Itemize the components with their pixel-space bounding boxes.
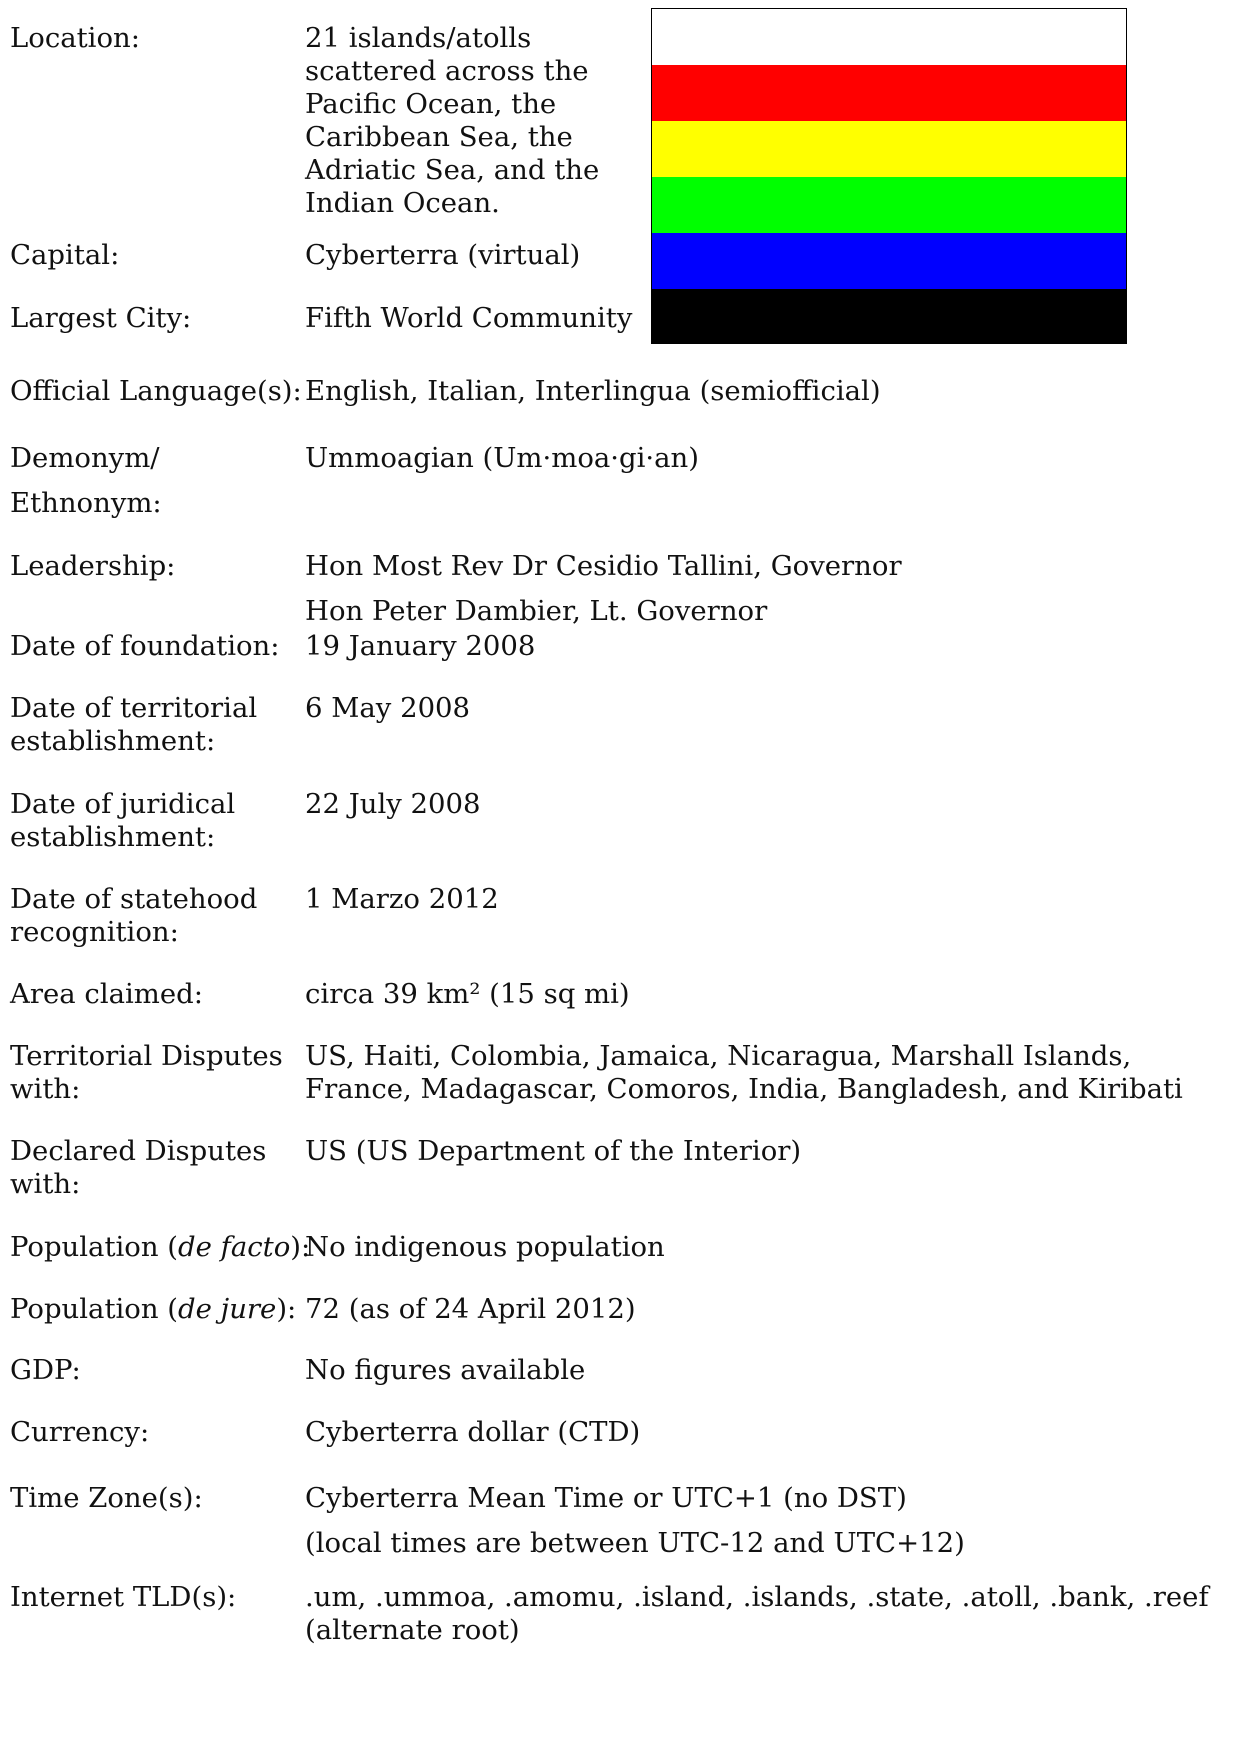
gdp-label: GDP: bbox=[10, 1354, 81, 1386]
date-juridical-label-line: establishment: bbox=[10, 821, 216, 853]
date-foundation-value: 19 January 2008 bbox=[305, 630, 536, 662]
territorial-disputes-label-line: Territorial Disputes bbox=[10, 1040, 283, 1072]
territorial-disputes-value bbox=[305, 1040, 1183, 1106]
date-territorial-label-line: Date of territorial bbox=[10, 692, 258, 724]
label-text: Population ( bbox=[10, 1293, 179, 1325]
declared-disputes-label-line: with: bbox=[10, 1168, 81, 1200]
territorial-disputes-line: US, Haiti, Colombia, Jamaica, Nicaragua, Marshall Islands, bbox=[305, 1040, 1132, 1072]
flag-stripe-white bbox=[652, 9, 1126, 65]
date-statehood-label-line: Date of statehood bbox=[10, 883, 258, 915]
population-de-jure-value: 72 (as of 24 April 2012) bbox=[305, 1293, 636, 1325]
location-label: Location: bbox=[10, 22, 140, 54]
declared-disputes-value: US (US Department of the Interior) bbox=[305, 1135, 802, 1167]
population-de-jure-label bbox=[10, 1293, 296, 1326]
population-de-facto-label bbox=[10, 1231, 310, 1264]
date-juridical-label bbox=[10, 788, 235, 854]
leadership-line: Hon Most Rev Dr Cesidio Tallini, Governor bbox=[305, 550, 902, 582]
label-italic-text: de facto bbox=[178, 1231, 291, 1263]
population-de-facto-value: No indigenous population bbox=[305, 1231, 665, 1263]
declared-disputes-label bbox=[10, 1135, 266, 1201]
largest-city-value: Fifth World Community bbox=[305, 302, 633, 334]
date-statehood-value: 1 Marzo 2012 bbox=[305, 883, 499, 915]
internet-tld-value bbox=[305, 1581, 1209, 1647]
area-label: Area claimed: bbox=[10, 978, 204, 1010]
official-languages-label: Official Language(s): bbox=[10, 375, 302, 407]
area-value: circa 39 km² (15 sq mi) bbox=[305, 978, 630, 1010]
date-statehood-label bbox=[10, 883, 257, 949]
date-territorial-value: 6 May 2008 bbox=[305, 692, 471, 724]
gdp-value: No figures available bbox=[305, 1354, 586, 1386]
territorial-disputes-label bbox=[10, 1040, 283, 1106]
territorial-disputes-label-line: with: bbox=[10, 1073, 81, 1105]
time-zones-label: Time Zone(s): bbox=[10, 1482, 203, 1514]
label-text: Population ( bbox=[10, 1231, 179, 1263]
time-zones-line: Cyberterra Mean Time or UTC+1 (no DST) bbox=[305, 1482, 907, 1514]
currency-label: Currency: bbox=[10, 1416, 150, 1448]
official-languages-value: English, Italian, Interlingua (semiofficial) bbox=[305, 375, 881, 407]
internet-tld-label: Internet TLD(s): bbox=[10, 1581, 237, 1613]
leadership-line: Hon Peter Dambier, Lt. Governor bbox=[305, 595, 768, 627]
currency-value: Cyberterra dollar (CTD) bbox=[305, 1416, 641, 1448]
location-line: Pacific Ocean, the bbox=[305, 88, 557, 120]
demonym-value: Ummoagian (Um·moa·gi·an) bbox=[305, 442, 699, 474]
internet-tld-line: .um, .ummoa, .amomu, .island, .islands, .state, .atoll, .bank, .reef bbox=[305, 1581, 1209, 1613]
capital-value: Cyberterra (virtual) bbox=[305, 239, 581, 271]
leadership-label: Leadership: bbox=[10, 550, 176, 582]
label-text: ): bbox=[290, 1231, 311, 1263]
largest-city-label: Largest City: bbox=[10, 302, 192, 334]
date-statehood-label-line: recognition: bbox=[10, 916, 179, 948]
location-line: scattered across the bbox=[305, 55, 589, 87]
flag-image bbox=[651, 8, 1127, 344]
date-juridical-label-line: Date of juridical bbox=[10, 788, 236, 820]
date-juridical-value: 22 July 2008 bbox=[305, 788, 481, 820]
location-line: Adriatic Sea, and the bbox=[305, 154, 600, 186]
internet-tld-line: (alternate root) bbox=[305, 1614, 520, 1646]
flag-stripe-black bbox=[652, 289, 1126, 343]
flag-stripe-blue bbox=[652, 233, 1126, 289]
declared-disputes-label-line: Declared Disputes bbox=[10, 1135, 267, 1167]
label-text: ): bbox=[276, 1293, 297, 1325]
location-line: Caribbean Sea, the bbox=[305, 121, 573, 153]
date-foundation-label: Date of foundation: bbox=[10, 630, 280, 662]
date-territorial-label bbox=[10, 692, 257, 758]
time-zones-value bbox=[305, 1476, 965, 1566]
flag-stripe-yellow bbox=[652, 121, 1126, 177]
time-zones-line: (local times are between UTC-12 and UTC+12) bbox=[305, 1527, 965, 1559]
demonym-label-line: Ethnonym: bbox=[10, 487, 162, 519]
label-italic-text: de jure bbox=[178, 1293, 277, 1325]
demonym-label bbox=[10, 436, 162, 526]
date-territorial-label-line: establishment: bbox=[10, 725, 216, 757]
demonym-label-line: Demonym/ bbox=[10, 442, 160, 474]
flag-stripe-red bbox=[652, 65, 1126, 121]
location-value bbox=[305, 22, 599, 220]
capital-label: Capital: bbox=[10, 239, 120, 271]
location-line: 21 islands/atolls bbox=[305, 22, 532, 54]
flag-stripe-green bbox=[652, 177, 1126, 233]
location-line: Indian Ocean. bbox=[305, 187, 500, 219]
leadership-value bbox=[305, 544, 902, 634]
territorial-disputes-line: France, Madagascar, Comoros, India, Bangladesh, and Kiribati bbox=[305, 1073, 1183, 1105]
